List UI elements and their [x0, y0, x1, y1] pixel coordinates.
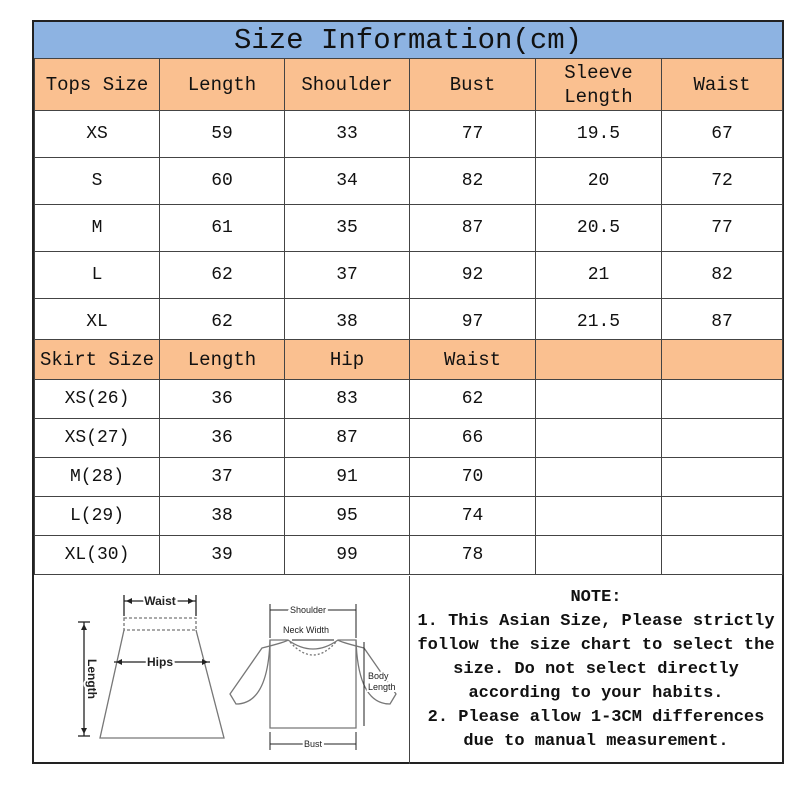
tops-size-table [34, 58, 783, 346]
value-cell: 91 [285, 458, 410, 497]
value-cell: 38 [285, 299, 410, 346]
size-cell: L(29) [35, 497, 160, 536]
value-cell: 97 [410, 299, 536, 346]
hips-label: Hips [146, 655, 174, 669]
header-cell: Tops Size [35, 59, 160, 111]
table-row [35, 111, 783, 158]
table-row [35, 536, 783, 575]
table-row [35, 252, 783, 299]
waist-label: Waist [144, 594, 176, 608]
top-body [270, 640, 356, 728]
size-cell: L [35, 252, 160, 299]
measurement-svg [34, 576, 409, 764]
header-cell: Length [160, 59, 285, 111]
value-cell [662, 380, 783, 419]
value-cell: 77 [662, 205, 783, 252]
value-cell [662, 458, 783, 497]
skirt-waistband [124, 618, 196, 630]
table-row [35, 458, 783, 497]
value-cell: 74 [410, 497, 536, 536]
value-cell: 21.5 [536, 299, 662, 346]
value-cell: 92 [410, 252, 536, 299]
size-cell: S [35, 158, 160, 205]
measurement-diagram [34, 576, 410, 764]
value-cell: 87 [285, 419, 410, 458]
bust-label: Bust [303, 739, 323, 749]
header-cell [662, 340, 783, 380]
value-cell [536, 497, 662, 536]
size-cell: XL(30) [35, 536, 160, 575]
value-cell [536, 380, 662, 419]
value-cell [662, 536, 783, 575]
value-cell: 99 [285, 536, 410, 575]
value-cell: 82 [662, 252, 783, 299]
header-cell: Length [160, 340, 285, 380]
chart-title: Size Information(cm) [34, 22, 782, 59]
note-line: due to manual measurement. [463, 732, 729, 751]
value-cell: 38 [160, 497, 285, 536]
table-row [35, 158, 783, 205]
value-cell [536, 458, 662, 497]
header-cell: Waist [410, 340, 536, 380]
size-cell: XS [35, 111, 160, 158]
table-row [35, 205, 783, 252]
size-cell: XS(27) [35, 419, 160, 458]
header-cell: Hip [285, 340, 410, 380]
value-cell: 37 [160, 458, 285, 497]
table-row [35, 419, 783, 458]
shoulder-label: Shoulder [289, 605, 327, 615]
value-cell: 62 [160, 299, 285, 346]
header-cell [536, 59, 662, 111]
arrowhead [188, 598, 194, 604]
length-label: Length [85, 659, 99, 699]
note-line: size. Do not select directly [453, 660, 739, 679]
header-cell: Waist [662, 59, 783, 111]
skirt-body [100, 630, 224, 738]
value-cell: 60 [160, 158, 285, 205]
info-section [34, 576, 782, 764]
body-length-label [368, 671, 396, 692]
value-cell: 19.5 [536, 111, 662, 158]
header-cell: Skirt Size [35, 340, 160, 380]
value-cell: 87 [662, 299, 783, 346]
value-cell: 78 [410, 536, 536, 575]
note-title: NOTE: [570, 588, 622, 607]
value-cell: 66 [410, 419, 536, 458]
note-line: 1. This Asian Size, Please strictly [417, 612, 775, 631]
value-cell: 83 [285, 380, 410, 419]
table-row [35, 497, 783, 536]
skirt-header-row [35, 340, 783, 380]
value-cell: 36 [160, 380, 285, 419]
skirt-size-table [34, 339, 783, 575]
note-line: according to your habits. [468, 684, 724, 703]
value-cell: 35 [285, 205, 410, 252]
value-cell: 20 [536, 158, 662, 205]
value-cell: 20.5 [536, 205, 662, 252]
body-length-label-line2: Length [368, 682, 396, 692]
value-cell [536, 536, 662, 575]
value-cell [662, 419, 783, 458]
value-cell: 34 [285, 158, 410, 205]
value-cell: 95 [285, 497, 410, 536]
value-cell: 77 [410, 111, 536, 158]
value-cell: 21 [536, 252, 662, 299]
value-cell: 62 [410, 380, 536, 419]
value-cell: 87 [410, 205, 536, 252]
header-cell [536, 340, 662, 380]
neck-width-label: Neck Width [282, 625, 330, 635]
arrowhead [81, 624, 87, 630]
value-cell: 33 [285, 111, 410, 158]
arrowhead [81, 728, 87, 734]
value-cell [662, 497, 783, 536]
size-cell: M [35, 205, 160, 252]
size-cell: M(28) [35, 458, 160, 497]
size-chart [32, 20, 784, 764]
value-cell: 70 [410, 458, 536, 497]
value-cell: 82 [410, 158, 536, 205]
note-panel [410, 586, 782, 754]
sleeve-label: Sleeve Length [564, 61, 633, 108]
header-cell: Shoulder [285, 59, 410, 111]
top-left-sleeve [230, 640, 288, 704]
table-row [35, 380, 783, 419]
value-cell: 67 [662, 111, 783, 158]
body-length-label-line1: Body [368, 671, 389, 681]
value-cell: 37 [285, 252, 410, 299]
value-cell: 62 [160, 252, 285, 299]
value-cell: 72 [662, 158, 783, 205]
value-cell: 59 [160, 111, 285, 158]
value-cell: 61 [160, 205, 285, 252]
tops-header-row [35, 59, 783, 111]
arrowhead [126, 598, 132, 604]
header-cell: Bust [410, 59, 536, 111]
value-cell [536, 419, 662, 458]
value-cell: 36 [160, 419, 285, 458]
note-line: 2. Please allow 1-3CM differences [427, 708, 765, 727]
size-cell: XL [35, 299, 160, 346]
size-cell: XS(26) [35, 380, 160, 419]
note-line: follow the size chart to select the [417, 636, 775, 655]
value-cell: 39 [160, 536, 285, 575]
